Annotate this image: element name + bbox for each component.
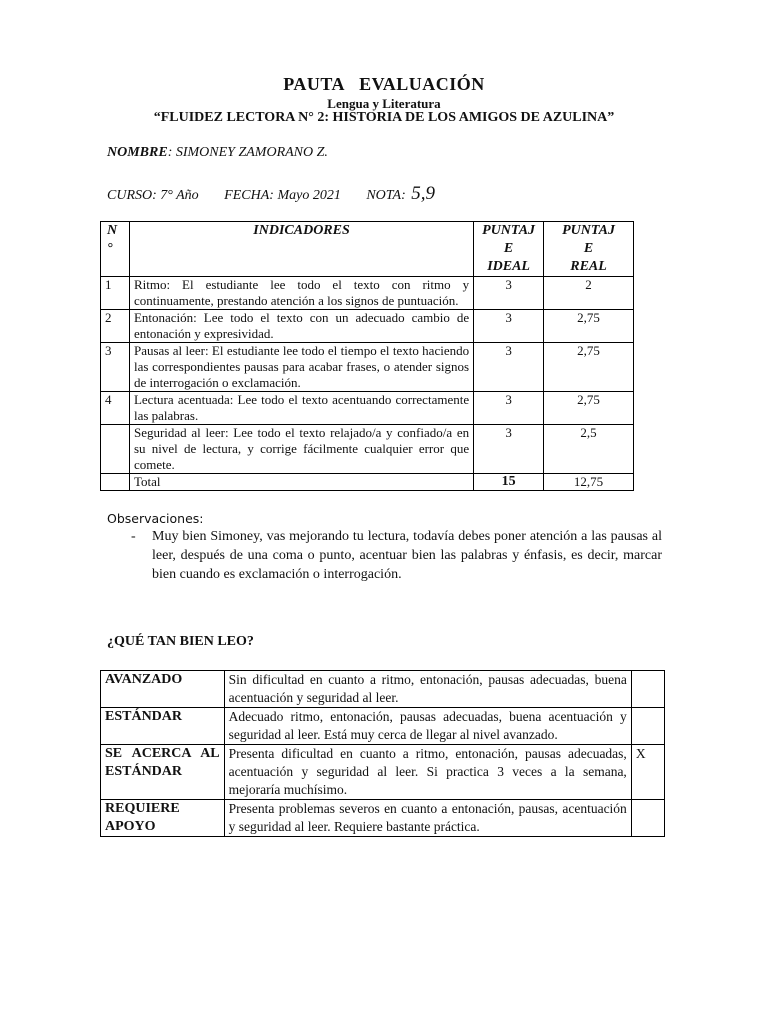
- total-real-score: 12,75: [544, 474, 634, 491]
- header-number: N °: [101, 222, 130, 277]
- row-indicator: Ritmo: El estudiante lee todo el texto con ritmo y continuamente, prestando atención a los signos de puntuación.: [129, 277, 473, 310]
- row-ideal-score: 3: [474, 425, 544, 474]
- row-number: 4: [101, 392, 130, 425]
- table-row: [101, 392, 634, 425]
- total-ideal-score: 15: [474, 474, 544, 491]
- header-puntaje-real: PUNTAJ E REAL: [544, 222, 634, 277]
- row-real-score: 2,5: [544, 425, 634, 474]
- level-description: Adecuado ritmo, entonación, pausas adecuadas, buena acentuación y seguridad al leer. Está muy cerca de llegar al nivel avanzado.: [224, 708, 631, 745]
- level-name: AVANZADO: [101, 671, 225, 708]
- curso-text: CURSO: 7° Año: [107, 188, 199, 203]
- total-label: Total: [129, 474, 473, 491]
- row-number: 2: [101, 310, 130, 343]
- table-header-row: [101, 222, 634, 277]
- row-ideal-score: 3: [474, 392, 544, 425]
- row-ideal-score: 3: [474, 277, 544, 310]
- header-puntaje-ideal: PUNTAJ E IDEAL: [474, 222, 544, 277]
- row-indicator: Entonación: Lee todo el texto con un adecuado cambio de entonación y expresividad.: [129, 310, 473, 343]
- activity-title: “FLUIDEZ LECTORA N° 2: HISTORIA DE LOS AMIGOS DE AZULINA”: [153, 110, 615, 125]
- row-indicator: Lectura acentuada: Lee todo el texto acentuando correctamente las palabras.: [129, 392, 473, 425]
- row-real-score: 2,75: [544, 343, 634, 392]
- nombre-value: : SIMONEY ZAMORANO Z.: [167, 145, 328, 160]
- levels-question: ¿QUÉ TAN BIEN LEO?: [107, 634, 254, 649]
- total-number: [101, 474, 130, 491]
- level-mark: [631, 671, 664, 708]
- table-row: [101, 310, 634, 343]
- level-mark: [631, 708, 664, 745]
- table-row: [101, 671, 665, 708]
- nota-value: 5,9: [411, 183, 435, 204]
- row-real-score: 2,75: [544, 310, 634, 343]
- row-indicator: Pausas al leer: El estudiante lee todo el tiempo el texto haciendo las correspondientes pausas para acabar frases, o atender signos de interrogación o exclamación.: [129, 343, 473, 392]
- level-name: ESTÁNDAR: [101, 708, 225, 745]
- level-description: Sin dificultad en cuanto a ritmo, entonación, pausas adecuadas, buena acentuación y seguridad al leer.: [224, 671, 631, 708]
- table-row: [101, 745, 665, 800]
- row-number: 3: [101, 343, 130, 392]
- row-indicator: Seguridad al leer: Lee todo el texto relajado/a y confiado/a en su nivel de lectura, y corrige fácilmente cualquier error que comete.: [129, 425, 473, 474]
- level-description: Presenta dificultad en cuanto a ritmo, entonación, pausas adecuadas, acentuación y seguridad al leer. Si practica 3 veces a la semana, mejoraría muchísimo.: [224, 745, 631, 800]
- observations-label: Observaciones:: [107, 511, 204, 526]
- observations-bullet: -: [131, 529, 136, 544]
- fecha-text: FECHA: Mayo 2021: [224, 188, 341, 203]
- row-ideal-score: 3: [474, 310, 544, 343]
- nota-label: NOTA:: [366, 188, 406, 203]
- student-name-line: [107, 145, 328, 161]
- table-row: [101, 800, 665, 837]
- total-row: [101, 474, 634, 491]
- observations-text: Muy bien Simoney, vas mejorando tu lectura, todavía debes poner atención a las pausas al leer, después de una coma o punto, acentuar bien las palabras y énfasis, es decir, marcar bien cuando es exclamación o interrogación.: [152, 529, 662, 582]
- course-line: [107, 183, 457, 205]
- levels-table: [100, 670, 665, 837]
- nombre-label: NOMBRE: [107, 145, 168, 160]
- level-mark: [631, 800, 664, 837]
- table-row: [101, 277, 634, 310]
- table-row: [101, 425, 634, 474]
- table-row: [101, 708, 665, 745]
- level-name: REQUIERE APOYO: [101, 800, 225, 837]
- level-name: SE ACERCA AL ESTÁNDAR: [101, 745, 225, 800]
- level-description: Presenta problemas severos en cuanto a entonación, pausas, acentuación y seguridad al leer. Requiere bastante práctica.: [224, 800, 631, 837]
- row-number: 1: [101, 277, 130, 310]
- row-real-score: 2: [544, 277, 634, 310]
- header-indicadores: INDICADORES: [129, 222, 473, 277]
- evaluation-table: [100, 221, 634, 491]
- subject-subtitle: Lengua y Literatura: [327, 96, 441, 111]
- row-number: [101, 425, 130, 474]
- table-row: [101, 343, 634, 392]
- row-ideal-score: 3: [474, 343, 544, 392]
- level-mark: X: [631, 745, 664, 800]
- document-title: PAUTA EVALUACIÓN: [283, 74, 485, 94]
- row-real-score: 2,75: [544, 392, 634, 425]
